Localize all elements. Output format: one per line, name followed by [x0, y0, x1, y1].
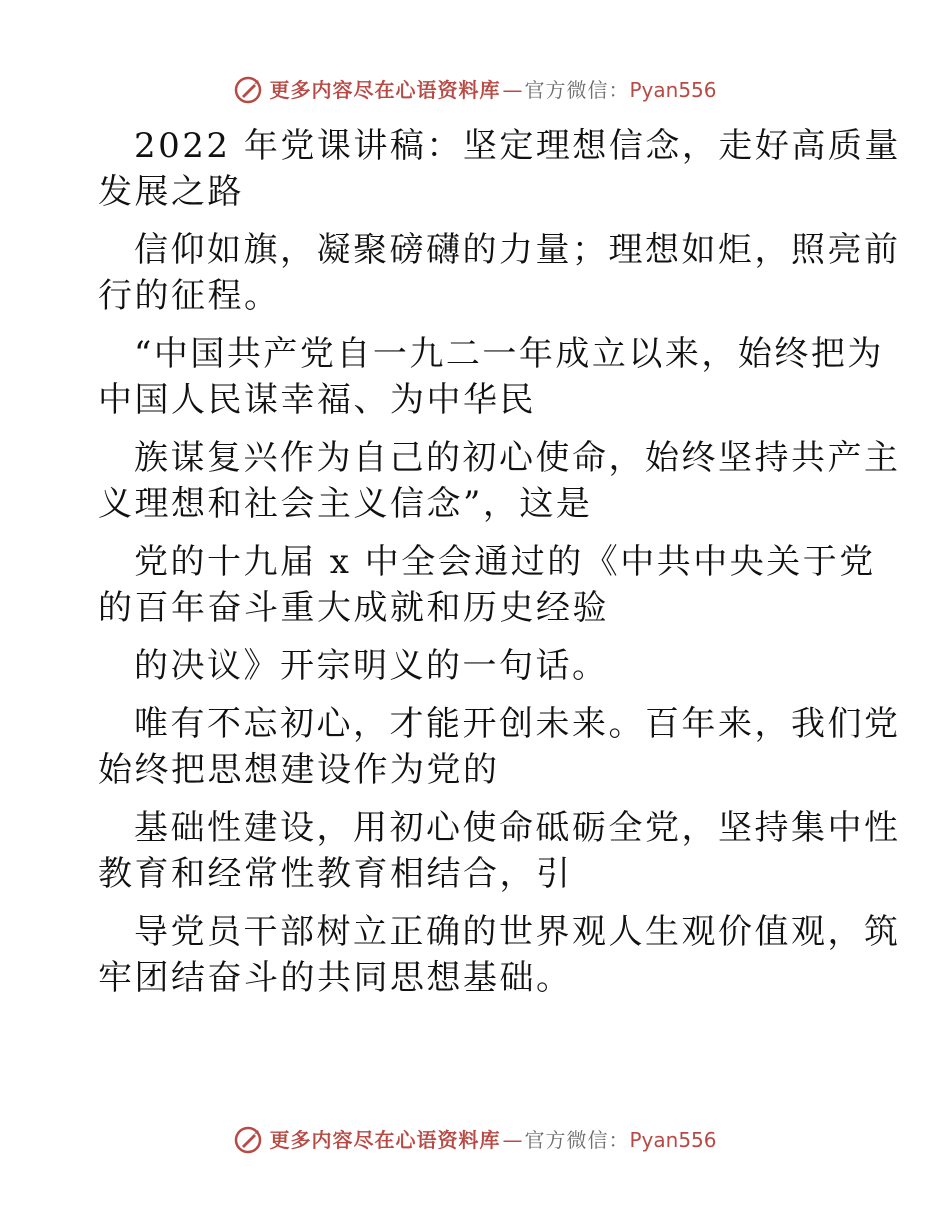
watermark-brand: 更多内容尽在心语资料库 — [269, 1128, 501, 1152]
watermark-dash: — — [502, 78, 523, 102]
text-line: 发展之路 — [98, 172, 244, 212]
text-line: 的百年奋斗重大成就和历史经验 — [98, 588, 609, 628]
text-line: 唯有不忘初心，才能开创未来。百年来，我们党 — [134, 704, 901, 744]
text-line: 导党员干部树立正确的世界观人生观价值观，筑 — [134, 912, 901, 952]
watermark-official-label: 官方微信： — [524, 78, 630, 102]
text-line: 始终把思想建设作为党的 — [98, 750, 500, 790]
text-line: 族谋复兴作为自己的初心使命，始终坚持共产主 — [134, 438, 901, 478]
document-body — [98, 123, 901, 1001]
text-line: 的决议》开宗明义的一句话。 — [134, 646, 609, 686]
watermark-official-label: 官方微信： — [524, 1128, 630, 1152]
quill-logo-icon — [233, 1125, 263, 1155]
text-line: “中国共产党自一九二一年成立以来，始终把为 — [134, 334, 884, 374]
text-line: 信仰如旗，凝聚磅礴的力量；理想如炬，照亮前 — [134, 230, 901, 270]
text-line: 牢团结奋斗的共同思想基础。 — [98, 958, 573, 998]
text-line: 行的征程。 — [98, 276, 281, 316]
text-line: 党的十九届 x 中全会通过的《中共中央关于党 — [134, 542, 876, 582]
quill-logo-icon — [233, 75, 263, 105]
text-line: 基础性建设，用初心使命砥砺全党，坚持集中性 — [134, 808, 901, 848]
text-line: 教育和经常性教育相结合，引 — [98, 854, 573, 894]
footer-watermark — [0, 1120, 950, 1160]
watermark-dash: — — [502, 1128, 523, 1152]
watermark-account: Pyan556 — [629, 78, 717, 102]
watermark-account: Pyan556 — [629, 1128, 717, 1152]
text-line: 义理想和社会主义信念”，这是 — [98, 484, 593, 524]
text-line: 中国人民谋幸福、为中华民 — [98, 380, 536, 420]
text-line: 2022 年党课讲稿：坚定理想信念，走好高质量 — [134, 126, 901, 166]
header-watermark — [0, 70, 950, 110]
watermark-brand: 更多内容尽在心语资料库 — [269, 78, 501, 102]
